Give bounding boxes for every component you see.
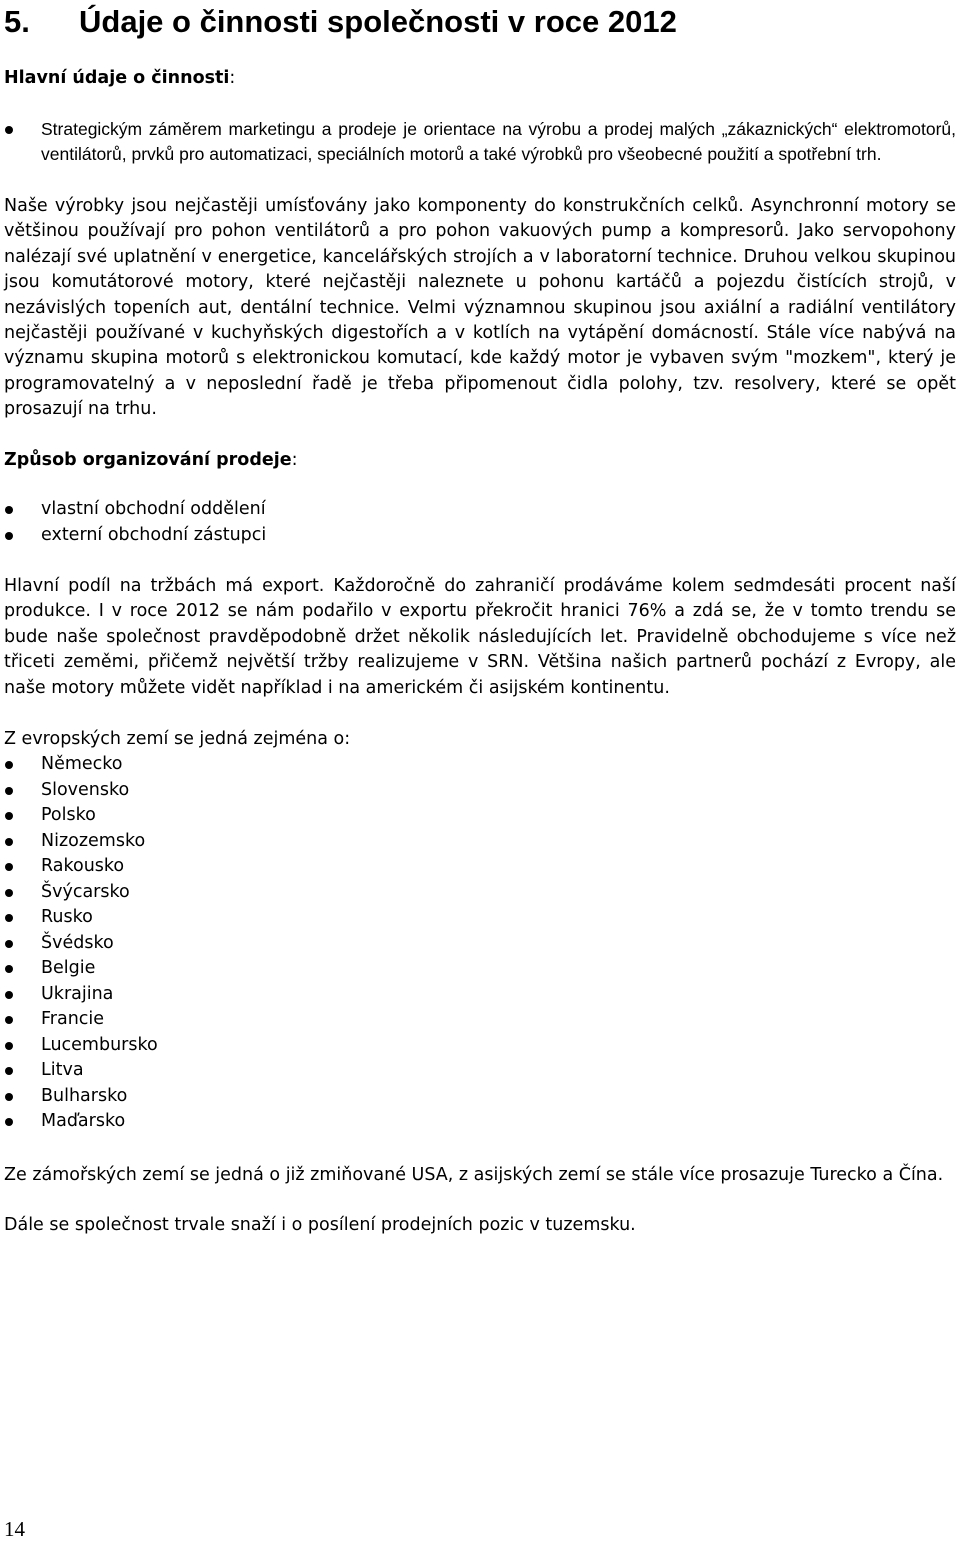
subheading-sales-organization: Způsob organizování prodeje: <box>4 450 298 470</box>
list-item: Švýcarsko <box>4 880 956 906</box>
list-item: Ukrajina <box>4 982 956 1008</box>
bullet-icon <box>5 914 13 922</box>
products-paragraph: Naše výrobky jsou nejčastěji umísťovány jako komponenty do konstrukčních celků. Asynchronní motory se většinou používají pro pohon ventilátorů a pro pohon vakuových pump a kompresorů. Jako servopohony nalézají své uplatnění v energetice, kancelářských strojích a v laboratorní technice. Druhou velkou skupinou jsou komutátorové motory, které nejčastěji naleznete u pohonu kartáčů a pojezdu čistících strojů, v nezávislých topeních aut, dentální technice. Velmi významnou skupinou jsou axiální a radiální ventilátory nejčastěji používané v kuchyňských digestořích a v kotlích na vytápění domácností. Stále více nabývá na významu skupina motorů s elektronickou komutací, kde každý motor je vybaven svým "mozkem", který je programovatelný a v neposlední řadě je třeba připomenout čidla polohy, tzv. resolvery, které se opět prosazují na trhu. <box>4 196 956 420</box>
bullet-icon <box>5 991 13 999</box>
bullet-icon <box>5 1093 13 1101</box>
list-item: vlastní obchodní oddělení <box>4 497 956 523</box>
bullet-icon <box>5 940 13 948</box>
list-item: Lucembursko <box>4 1033 956 1059</box>
bullet-icon <box>5 506 13 514</box>
page-number: 14 <box>4 1517 25 1541</box>
sales-channel-list <box>4 497 956 548</box>
bullet-icon <box>5 863 13 871</box>
section-title: Údaje o činnosti společnosti v roce 2012 <box>79 4 677 39</box>
list-item: Francie <box>4 1007 956 1033</box>
bullet-icon <box>5 126 13 134</box>
bullet-icon <box>5 1067 13 1075</box>
section-number: 5. <box>4 4 30 39</box>
list-item: Švédsko <box>4 931 956 957</box>
list-item: Nizozemsko <box>4 829 956 855</box>
bullet-icon <box>5 1042 13 1050</box>
list-item: externí obchodní zástupci <box>4 523 956 549</box>
list-item: Rakousko <box>4 854 956 880</box>
bullet-icon <box>5 812 13 820</box>
page-title <box>4 2 677 42</box>
europe-intro: Z evropských zemí se jedná zejména o: <box>4 729 351 749</box>
list-item: Litva <box>4 1058 956 1084</box>
list-item: Polsko <box>4 803 956 829</box>
list-item: Rusko <box>4 905 956 931</box>
bullet-icon <box>5 1016 13 1024</box>
bullet-icon <box>5 838 13 846</box>
subheading-main-activities: Hlavní údaje o činnosti: <box>4 68 236 88</box>
bullet-icon <box>5 761 13 769</box>
bullet-icon <box>5 787 13 795</box>
list-item: Německo <box>4 752 956 778</box>
overseas-paragraph: Ze zámořských zemí se jedná o již zmiňované USA, z asijských zemí se stále více prosazuje Turecko a Čína. <box>4 1165 944 1185</box>
domestic-sentence: Dále se společnost trvale snaží i o posílení prodejních pozic v tuzemsku. <box>4 1215 636 1235</box>
bullet-icon <box>5 889 13 897</box>
list-item: Strategickým záměrem marketingu a prodeje je orientace na výrobu a prodej malých „zákaznických“ elektromotorů, ventilátorů, prvků pro automatizaci, speciálních motorů a také výrobků pro všeobecné použití a spotřební trh. <box>4 117 956 168</box>
export-paragraph: Hlavní podíl na tržbách má export. Každoročně do zahraničí prodáváme kolem sedmdesáti procent naší produkce. I v roce 2012 se nám podařilo v exportu překročit hranici 76% a zdá se, že v tomto trendu se bude naše společnost pravděpodobně držet několik následujících let. Pravidelně obchodujeme s více než třiceti zeměmi, přičemž největší tržby realizujeme v SRN. Většina našich partnerů pochází z Evropy, ale naše motory můžete vidět například i na americkém či asijském kontinentu. <box>4 576 956 698</box>
bullet-icon <box>5 532 13 540</box>
list-item: Belgie <box>4 956 956 982</box>
list-item: Maďarsko <box>4 1109 956 1135</box>
bullet-icon <box>5 965 13 973</box>
intro-bullet-list <box>4 117 956 168</box>
bullet-icon <box>5 1118 13 1126</box>
list-item: Slovensko <box>4 778 956 804</box>
country-list <box>4 752 956 1135</box>
list-item: Bulharsko <box>4 1084 956 1110</box>
